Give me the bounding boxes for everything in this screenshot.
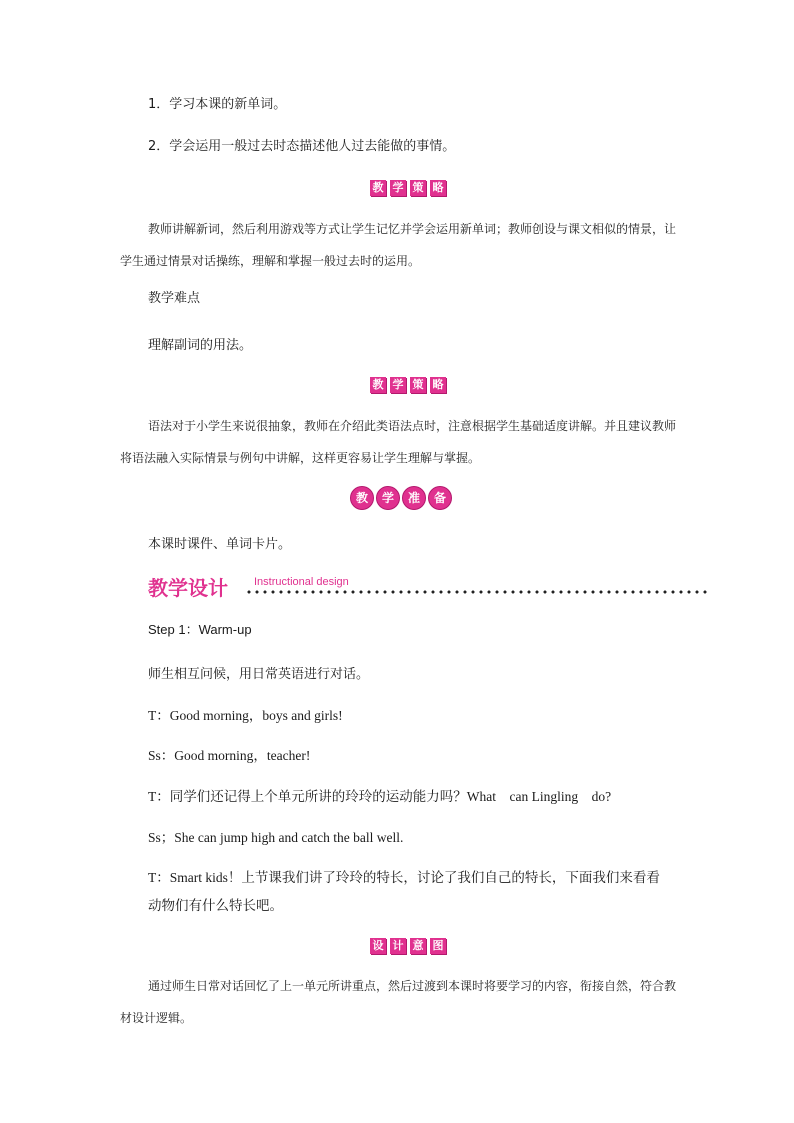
preparation-badge (350, 486, 452, 510)
difficulty-text: 理解副词的用法。 (148, 338, 253, 353)
badge-char: 教 (370, 377, 386, 393)
dialog-line: Ss：Good morning，teacher! (148, 748, 311, 763)
badge-char: 备 (428, 486, 452, 510)
intent-paragraph: 通过师生日常对话回忆了上一单元所讲重点，然后过渡到本课时将要学习的内容，衔接自然，符合教材设计逻辑。 (120, 979, 677, 1025)
intent-badge (370, 938, 446, 954)
dialog-line: T：Good morning，boys and girls! (148, 708, 343, 723)
dialog-line: 动物们有什么特长吧。 (148, 898, 283, 913)
step-heading: Step 1：Warm-up (148, 622, 252, 637)
strategy-badge-2 (370, 377, 446, 393)
dialog-line: T：Smart kids！上节课我们讲了玲玲的特长，讨论了我们自己的特长，下面我们来看看 (148, 870, 660, 885)
badge-char: 略 (430, 180, 446, 196)
badge-char: 学 (390, 180, 406, 196)
design-section-title: 教学设计 (148, 576, 228, 600)
badge-char: 计 (390, 938, 406, 954)
badge-char: 学 (390, 377, 406, 393)
dialog-line: T：同学们还记得上个单元所讲的玲玲的运动能力吗？What can Lingling do? (148, 789, 612, 804)
badge-char: 策 (410, 377, 426, 393)
dotted-divider (245, 589, 711, 595)
strategy-paragraph-2: 语法对于小学生来说很抽象，教师在介绍此类语法点时，注意根据学生基础适度讲解。并且建议教师将语法融入实际情景与例句中讲解，这样更容易让学生理解与掌握。 (120, 419, 677, 465)
design-section-subtitle: Instructional design (254, 576, 349, 588)
badge-char: 略 (430, 377, 446, 393)
badge-char: 图 (430, 938, 446, 954)
badge-char: 教 (350, 486, 374, 510)
badge-char: 学 (376, 486, 400, 510)
badge-char: 意 (410, 938, 426, 954)
badge-char: 教 (370, 180, 386, 196)
badge-char: 准 (402, 486, 426, 510)
step-intro: 师生相互问候，用日常英语进行对话。 (148, 667, 370, 682)
strategy-badge-1 (370, 180, 446, 196)
objective-item-2: 2．学会运用一般过去时态描述他人过去能做的事情。 (148, 139, 456, 154)
objective-item-1: 1．学习本课的新单词。 (148, 97, 287, 112)
badge-char: 策 (410, 180, 426, 196)
badge-char: 设 (370, 938, 386, 954)
difficulty-heading: 教学难点 (148, 291, 201, 306)
strategy-paragraph-1: 教师讲解新词，然后利用游戏等方式让学生记忆并学会运用新单词；教师创设与课文相似的情景，让学生通过情景对话操练，理解和掌握一般过去时的运用。 (120, 222, 677, 268)
dialog-line: Ss；She can jump high and catch the ball well. (148, 830, 404, 845)
preparation-text: 本课时课件、单词卡片。 (148, 537, 292, 552)
